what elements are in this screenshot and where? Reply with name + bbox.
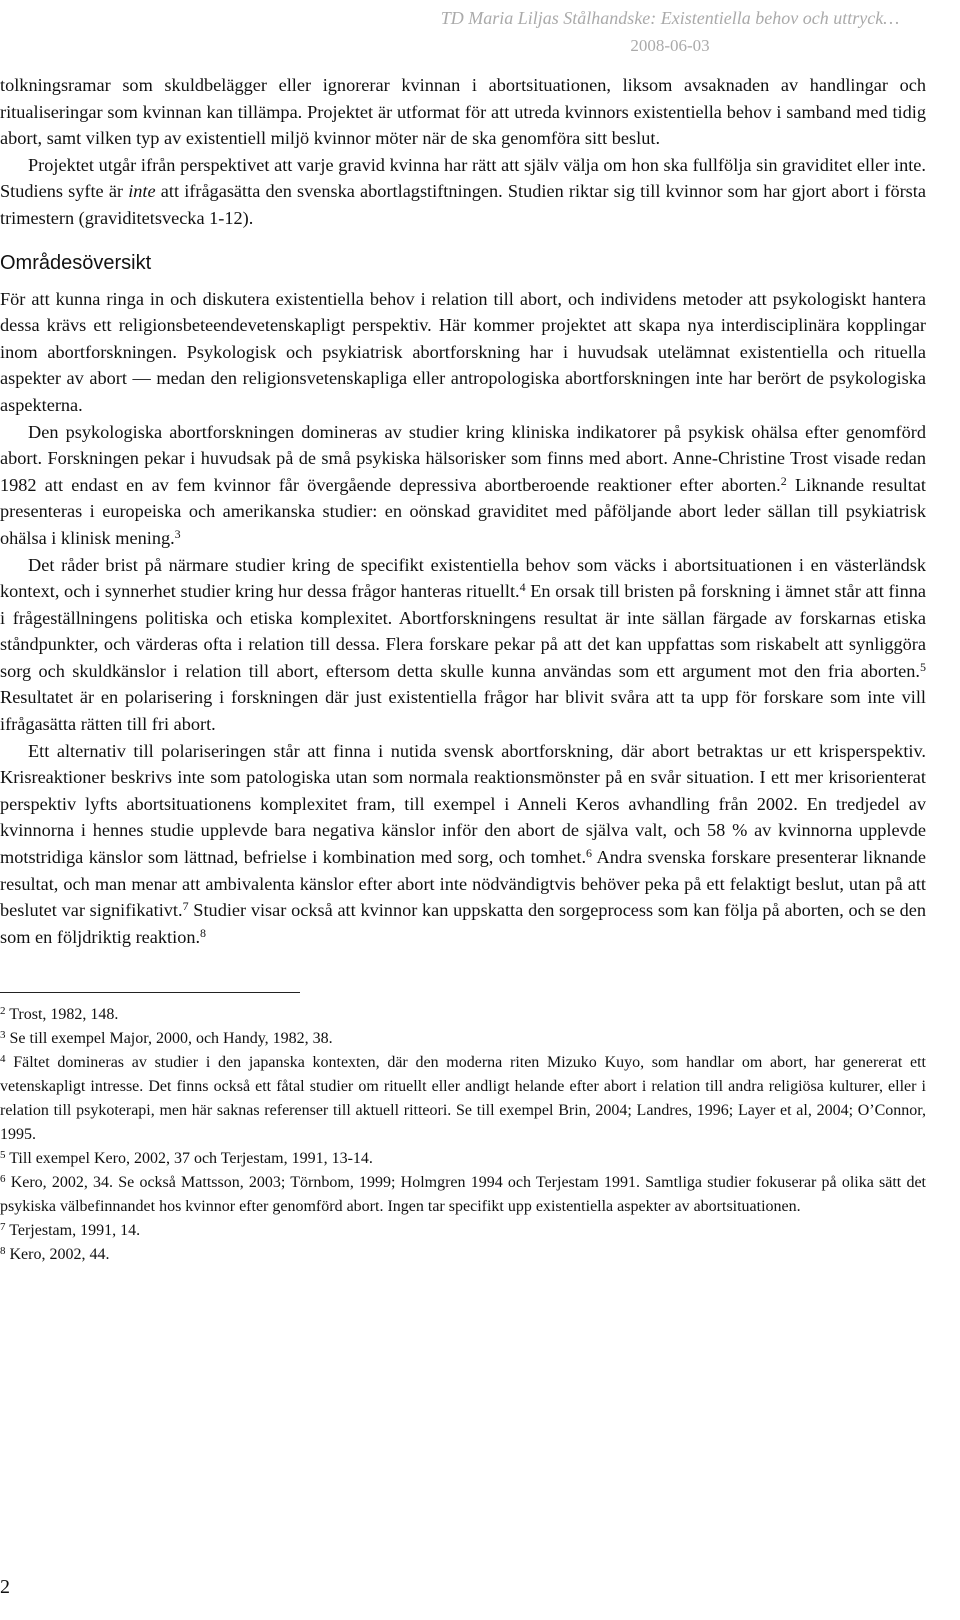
footnote-number: 3 [0, 1029, 6, 1042]
footnote-ref[interactable]: 6 [586, 846, 593, 861]
header-date: 2008-06-03 [630, 36, 710, 55]
footnote [0, 1003, 926, 1027]
text-run: En orsak till bristen på forskning i ämnet står att finna i frågeställningens politiska och etiska komplexitet. Abortforskningens resultat är inte sällan färgade av forskarnas etiska ståndpunkter, och värderas ofta i relation till dessa. Flera forskare pekar på att det kan uppfattas som riskabelt att synliggöra sorg och skuldkänslor i relation till abort, eftersom detta skulle kunna användas som ett argument mot den fria aborten. [0, 581, 926, 681]
footnote-number: 7 [0, 1221, 6, 1234]
running-header [420, 4, 920, 60]
footnote-text: Till exempel Kero, 2002, 37 och Terjestam, 1991, 13-14. [5, 1150, 373, 1168]
intro-paragraph-1: tolkningsramar som skuldbelägger eller ignorerar kvinnan i abortsituationen, liksom avsaknaden av handlingar och ritualiseringar som kvinnan kan tillämpa. Projektet är utformat för att utreda kvinnors existentiella behov i samband med tidig abort, samt vilken typ av existentiell miljö kvinnor möter när de ska genomföra sitt beslut. [0, 75, 926, 149]
footnote-number: 5 [0, 1149, 6, 1162]
footnote-ref[interactable]: 2 [780, 473, 787, 488]
text-run: Studier visar också att kvinnor kan uppskatta den sorgeprocess som kan följa på aborten, och se den som en följdriktig reaktion. [0, 900, 926, 947]
text-run: Liknande resultat presenteras i europeiska och amerikanska studier: en oönskad graviditet med påföljande abort leder sällan till psykiatrisk ohälsa i klinisk mening. [0, 474, 926, 548]
section-paragraph-4 [0, 738, 926, 951]
text-run: Den psykologiska abortforskningen domineras av studier kring kliniska indikatorer på psykisk ohälsa efter genomförd abort. Forskningen pekar i huvudsak på de små psykiska hälsorisker som finns med abort. Anne-Christine Trost visade redan 1982 att endast en av fem kvinnor får övergående depressiva abortberoende reaktioner efter aborten. [0, 421, 926, 495]
text-run: Det råder brist på närmare studier kring de specifikt existentiella behov som väcks i abortsituationen i en västerländsk kontext, och i synnerhet studier kring hur dessa frågor hanteras rituellt. [0, 554, 926, 602]
emphasis: inte [128, 181, 156, 202]
footnote-text: Se till exempel Major, 2000, och Handy, 1982, 38. [5, 1030, 333, 1048]
page-number: 2 [0, 1576, 10, 1598]
section-heading: Områdesöversikt [0, 251, 152, 274]
intro-paragraph-2 [0, 152, 926, 232]
footnote-text: Terjestam, 1991, 14. [5, 1222, 141, 1240]
footnote-text: Kero, 2002, 34. Se också Mattsson, 2003; Törnbom, 1999; Holmgren 1994 och Terjestam 1991. Samtliga studier fokuserar på olika sätt det psykiska välbefinnandet hos kvinnor efter genomförd abort. Ingen tar specifikt upp existentiella aspekter av abortsituationen. [0, 1174, 926, 1216]
text-run: Projektet utgår ifrån perspektivet att varje gravid kvinna har rätt att själv välja om hon ska fullfölja sin graviditet eller inte. Studiens syfte är [0, 154, 926, 202]
footnote-number: 4 [0, 1053, 6, 1066]
footnote [0, 1171, 926, 1219]
footnote [0, 1219, 926, 1243]
footnote-number: 8 [0, 1245, 6, 1258]
text-run: Ett alternativ till polariseringen står att finna i nutida svensk abortforskning, där abort betraktas ur ett krisperspektiv. Krisreaktioner beskrivs inte som patologiska utan som normala reaktionsmönster på en svår situation. I ett mer krisorienterat perspektiv lyfts abortsituationens komplexitet fram, till exempel i Anneli Keros avhandling från 2002. En tredjedel av kvinnorna i hennes studie upplevde bara negativa känslor inför den abort de själva valt, och 58 % av kvinnorna upplevde motstridiga känslor som lättnad, befrielse i kombination med sorg, och tomhet. [0, 740, 926, 868]
footnote-text: Fältet domineras av studier i den japanska kontexten, där den moderna riten Mizuko Kuyo, som handlar om abort, har genererat ett vetenskapligt intresse. Det finns också ett fåtal studier om rituellt eller andligt helande efter abort i relation till andra religiösa kulturer, eller i relation till psykoterapi, men här saknas referenser till aktuell ritteori. Se till exempel Brin, 2004; Landres, 1996; Layer et al, 2004; O’Connor, 1995. [0, 1054, 926, 1144]
text-run: Resultatet är en polarisering i forskningen där just existentiella frågor har blivit svåra att ta upp för forskare som inte vill ifrågasätta rätten till fri abort. [0, 687, 926, 735]
page-body [0, 72, 926, 1267]
footnotes [0, 1003, 926, 1267]
footnote-ref[interactable]: 4 [519, 580, 526, 595]
section-paragraph-1: För att kunna ringa in och diskutera existentiella behov i relation till abort, och individens metoder att psykologiskt hantera dessa krävs ett religionsbeteendevetenskapligt perspektiv. Här kommer projektet att skapa nya interdisciplinära kopplingar inom abortforskningen. Psykologisk och psykiatrisk abortforskning har i huvudsak utelämnat existentiella och rituella aspekter av abort — medan den religionsvetenskapliga eller antropologiska abortforskningen inte har berört de psykologiska aspekterna. [0, 288, 926, 415]
section-paragraph-2 [0, 419, 926, 552]
footnote-ref[interactable]: 7 [182, 899, 189, 914]
footnote-ref[interactable]: 3 [174, 526, 181, 541]
text-run: Andra svenska forskare presenterar liknande resultat, och man menar att ambivalenta känslor efter abort inte nödvändigtvis behöver peka på ett felaktigt beslut, utan på att beslutet var signifikativt. [0, 847, 927, 921]
footnote-text: Trost, 1982, 148. [5, 1006, 119, 1024]
footnote-ref[interactable]: 8 [200, 925, 207, 940]
footnote-divider [0, 992, 300, 993]
footnote-number: 6 [0, 1173, 6, 1186]
footnote-ref[interactable]: 5 [920, 659, 926, 674]
section-paragraph-3 [0, 552, 926, 738]
footnote-number: 2 [0, 1005, 6, 1018]
footnote [0, 1027, 926, 1051]
footnote [0, 1147, 926, 1171]
footnote [0, 1243, 926, 1267]
header-title: TD Maria Liljas Stålhandske: Existentiella behov och uttryck… [440, 8, 900, 28]
footnote-text: Kero, 2002, 44. [5, 1246, 110, 1264]
footnote [0, 1051, 926, 1147]
text-run: att ifrågasätta den svenska abortlagstiftningen. Studien riktar sig till kvinnor som har gjort abort i första trimestern (graviditetsvecka 1-12). [0, 181, 926, 228]
